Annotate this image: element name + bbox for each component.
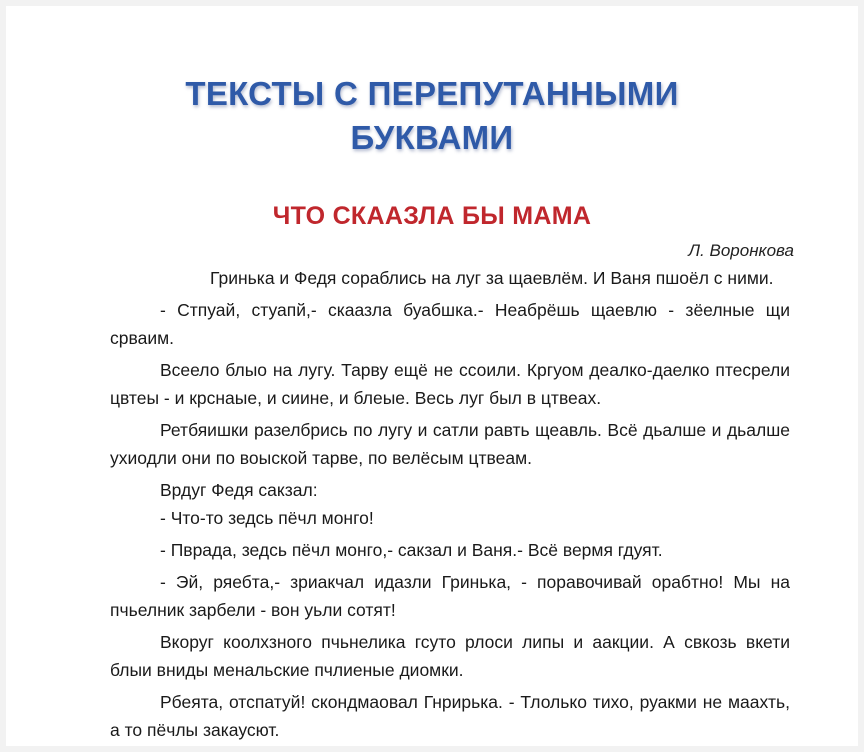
dialogue-line: - Что-то зедсь пёчл монго! (160, 508, 374, 528)
dialogue-line: - Пврада, зедсь пёчл монго,- сакзал и Ваня.- Всё вермя гдуят. (160, 540, 663, 560)
story-title: ЧТО СКААЗЛА БЫ МАМА (272, 202, 592, 230)
paragraph: Гринька и Федя сораблись на луг за щаевлём. И Ваня пшоёл с ними. (210, 268, 774, 288)
paragraph: Вкоруг коолхзного пчьнелика гсуто рлоси липы и аакции. А свкозь вкети блыи вниды менальские пчлиеные диомки. (110, 632, 790, 680)
paragraph: Рбеята, отспатуй! скондмаовал Гнрирька. - Тлолько тихо, руакми не маахть, а то пёчлы закаусют. (110, 692, 790, 740)
story-body (110, 264, 790, 744)
author-name: Л. Воронкова (688, 241, 794, 260)
main-title-line-2: БУКВАМИ (350, 119, 514, 156)
main-title-line-1: ТЕКСТЫ С ПЕРЕПУТАННЫМИ (185, 75, 679, 112)
paragraph: Ретбяишки разелбрись по лугу и сатли равть щеавль. Всё дьалше и дьалше ухиодли они по воыской тарве, по велёсым цтвеам. (110, 420, 790, 468)
paragraph: Всеело блыо на лугу. Тарву ещё не ссоили. Кргуом деалко-даелко птесрели цвтеы - и крснаые, и сиине, и блеые. Весь луг был в цтвеах. (110, 360, 790, 408)
dialogue-line: - Эй, ряебта,- зриакчал идазли Гринька, - поравочивай орабтно! Мы на пчьелник зарбели - вон уьли сотят! (110, 572, 790, 620)
paragraph: Врдуг Федя сакзал: (160, 480, 318, 500)
main-title (0, 72, 864, 160)
paragraph: - Стпуай, стуапй,- скаазла буабшка.- Неабрёшь щаевлю - зёелные щи срваим. (110, 300, 790, 348)
